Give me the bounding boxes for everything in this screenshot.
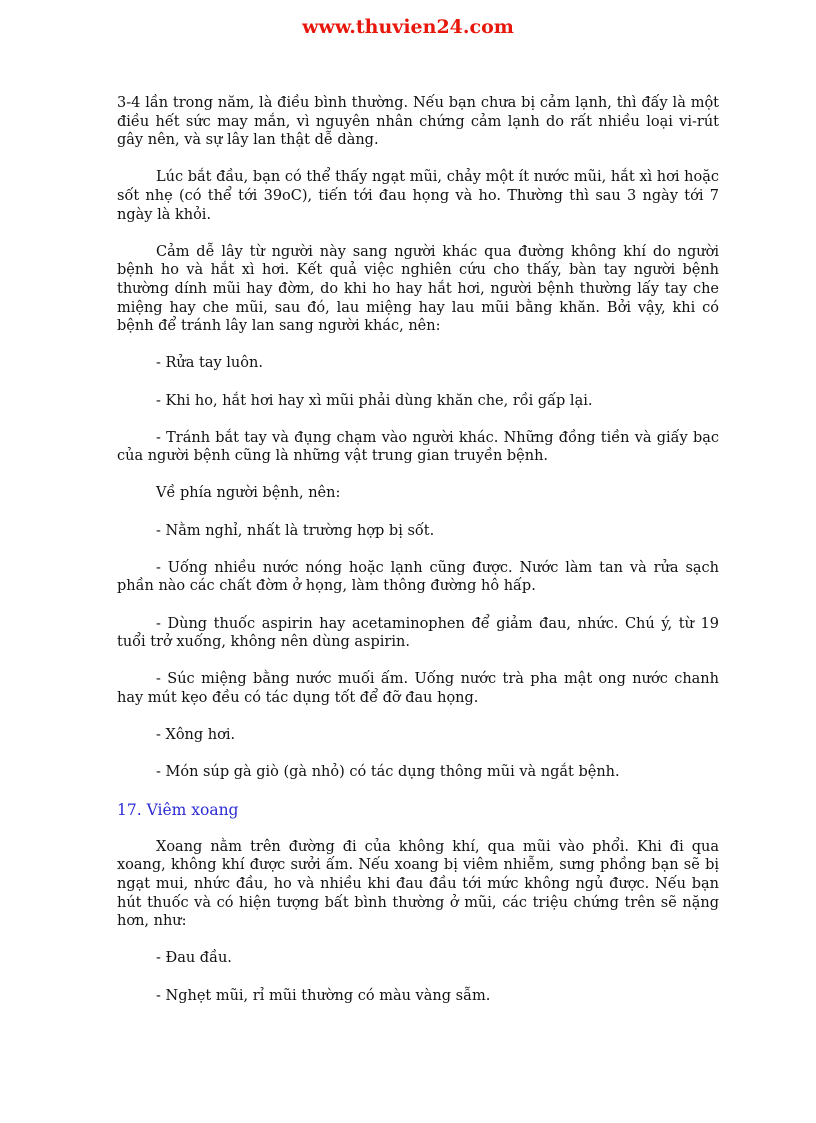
paragraph-intro: 3-4 lần trong năm, là điều bình thường. Nếu bạn chưa bị cảm lạnh, thì đấy là một điều hết sức may mắn, vì nguyên nhân chứng cảm lạnh do rất nhiều loại vi-rút gây nên, và sự lây lan thật dễ dàng.	[117, 95, 719, 149]
section-heading: 17. Viêm xoang	[117, 800, 239, 819]
list-item-drink-water: - Uống nhiều nước nóng hoặc lạnh cũng được. Nước làm tan và rửa sạch phần nào các chất đờm ở họng, làm thông đường hô hấp.	[117, 559, 719, 595]
paragraph-sinusitis: Xoang nằm trên đường đi của không khí, qua mũi vào phổi. Khi đi qua xoang, không khí được sưởi ấm. Nếu xoang bị viêm nhiễm, sưng phồng bạn sẽ bị ngạt mui, nhức đầu, ho và nhiều khi đau đầu tới mức không ngủ được. Nếu bạn hút thuốc và có hiện tượng bất bình thường ở mũi, các triệu chứng trên sẽ nặng hơn, như:	[117, 838, 719, 930]
paragraph-transmission: Cảm dễ lây từ người này sang người khác qua đường không khí do người bệnh ho và hắt xì hơi. Kết quả việc nghiên cứu cho thấy, bàn tay người bệnh thường dính mũi hay đờm, do khi ho hay hắt hơi, người bệnh thường lấy tay che miệng hay che mũi, sau đó, lau miệng hay lau mũi bằng khăn. Bởi vậy, khi có bệnh để tránh lây lan sang người khác, nên:	[117, 243, 719, 335]
list-item-gargle: - Súc miệng bằng nước muối ấm. Uống nước trà pha mật ong nước chanh hay mút kẹo đều có tác dụng tốt để đỡ đau họng.	[117, 671, 719, 706]
list-item-medication: - Dùng thuốc aspirin hay acetaminophen để giảm đau, nhức. Chú ý, từ 19 tuổi trở xuống, không nên dùng aspirin.	[117, 615, 719, 651]
list-item-avoid-contact: - Tránh bắt tay và đụng chạm vào người khác. Những đồng tiền và giấy bạc của người bệnh cũng là những vật trung gian truyền bệnh.	[117, 429, 719, 465]
list-item-wash-hands: - Rửa tay luôn.	[156, 355, 263, 372]
document-body	[117, 94, 719, 1024]
list-item-chicken-soup: - Món súp gà giò (gà nhỏ) có tác dụng thông mũi và ngắt bệnh.	[156, 764, 620, 781]
list-item-steam: - Xông hơi.	[156, 727, 236, 744]
list-item-nasal-congestion: - Nghẹt mũi, rỉ mũi thường có màu vàng sẫm.	[156, 987, 491, 1004]
list-item-rest: - Nằm nghỉ, nhất là trường hợp bị sốt.	[156, 522, 435, 539]
site-header-url[interactable]: www.thuvien24.com	[302, 16, 514, 38]
paragraph-symptoms: Lúc bắt đầu, bạn có thể thấy ngạt mũi, chảy một ít nước mũi, hắt xì hơi hoặc sốt nhẹ (có thể tới 39oC), tiến tới đau họng và ho. Thường thì sau 3 ngày tới 7 ngày là khỏi.	[117, 169, 719, 223]
paragraph-for-patient: Về phía người bệnh, nên:	[156, 485, 341, 502]
list-item-headache: - Đau đầu.	[156, 950, 232, 967]
list-item-cover-cough: - Khi ho, hắt hơi hay xì mũi phải dùng khăn che, rồi gấp lại.	[156, 392, 593, 409]
